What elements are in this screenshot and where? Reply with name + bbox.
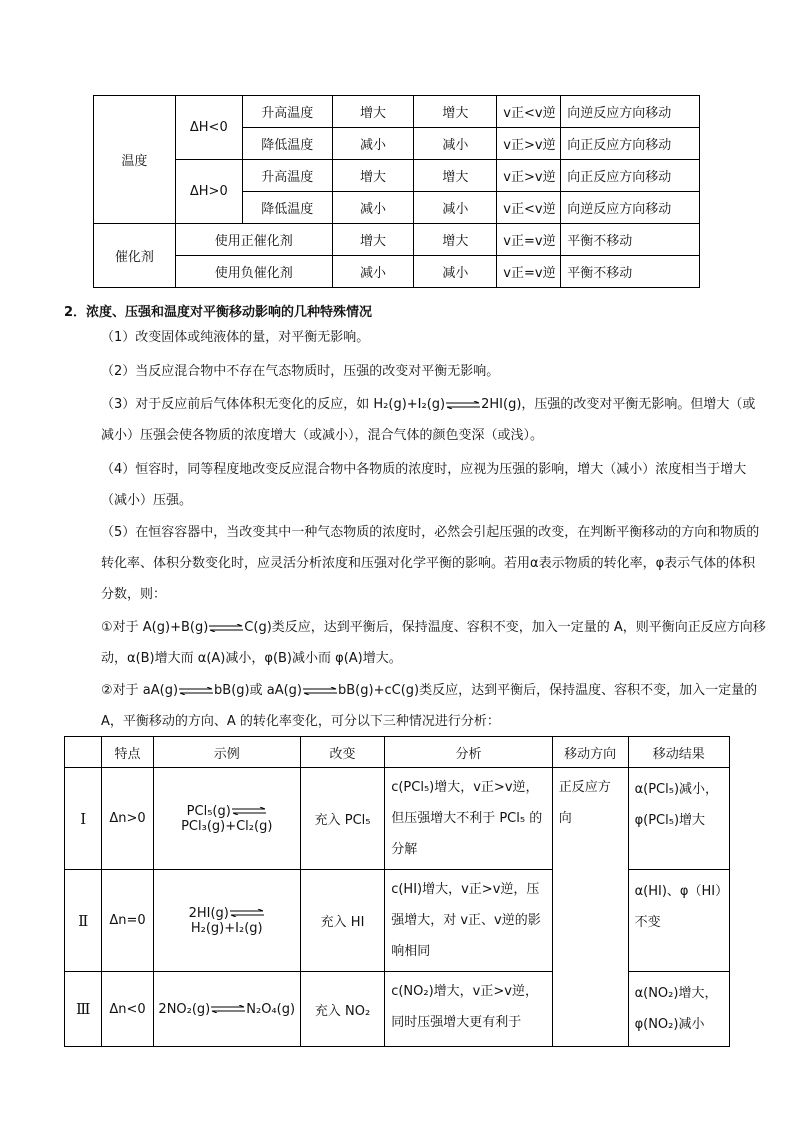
action-cell: 使用正催化剂: [175, 224, 332, 256]
example-left: 2NO₂(g): [158, 1001, 211, 1017]
rate-compare-cell: v正<v逆: [497, 96, 561, 128]
rate-change-cell: 增大: [414, 160, 497, 192]
header-cell: 示例: [153, 737, 300, 768]
equilibrium-arrow-icon: [209, 624, 243, 632]
analysis-cell: c(NO₂)增大，v正>v逆，同时压强增大更有利于: [385, 972, 553, 1047]
rate-change-cell: 减小: [414, 256, 497, 288]
action-cell: 降低温度: [242, 192, 332, 224]
equilibrium-arrow-icon: [230, 909, 264, 917]
table-header-row: [65, 737, 730, 768]
rate-compare-cell: v正>v逆: [497, 160, 561, 192]
rate-change-cell: 减小: [332, 192, 414, 224]
rate-change-cell: 增大: [414, 224, 497, 256]
paragraph-6-part-b: C(g)类反应，达到平衡后，保持温度、容积不变，加入一定量的 A，则平衡向正反应方向移动，α(B)增大而 α(A)减小，φ(B)减小而 φ(A)增大。: [101, 620, 766, 666]
paragraph-6: [64, 612, 767, 674]
paragraph-6-part-a: ①对于 A(g)+B(g): [101, 620, 209, 635]
table-row: [94, 96, 700, 128]
paragraph-7: [64, 675, 767, 737]
action-cell: 降低温度: [242, 128, 332, 160]
rate-change-cell: 增大: [332, 96, 414, 128]
paragraph-4: （4）恒容时，同等程度地改变反应混合物中各物质的浓度时，应视为压强的影响，增大（减小）浓度相当于增大（减小）压强。: [101, 462, 747, 508]
gas-concentration-analysis-table: [64, 736, 730, 1047]
shift-result-cell: 向正反应方向移动: [561, 160, 700, 192]
table-row: [65, 768, 730, 870]
paragraph-1: （1）改变固体或纯液体的量，对平衡无影响。: [101, 330, 370, 345]
example-cell: [153, 870, 300, 972]
shift-result-cell: 向正反应方向移动: [561, 128, 700, 160]
header-cell: 特点: [102, 737, 153, 768]
paragraph-3-part-b: 2HI(g)，压强的改变对平衡无影响。但增大（或减小）压强会使各物质的浓度增大（或减小），混合气体的颜色变深（或浅）。: [101, 397, 756, 443]
paragraph-7-part-b: bB(g)或 aA(g): [214, 683, 303, 698]
result-cell: α(NO₂)增大，φ(NO₂)减小: [628, 972, 729, 1047]
change-cell: 充入 PCl₅: [300, 768, 384, 870]
equilibrium-arrow-icon: [211, 1005, 245, 1013]
header-cell: 移动方向: [552, 737, 628, 768]
example-right: N₂O₄(g): [246, 1001, 296, 1017]
rate-compare-cell: v正>v逆: [497, 128, 561, 160]
action-cell: 升高温度: [242, 160, 332, 192]
rate-change-cell: 减小: [414, 192, 497, 224]
feature-cell: Δn=0: [102, 870, 153, 972]
paragraph-3: [64, 389, 767, 451]
result-cell: α(HI)、φ（HI）不变: [628, 870, 729, 972]
table-row: [94, 160, 700, 192]
feature-cell: Δn>0: [102, 768, 153, 870]
rate-change-cell: 增大: [414, 96, 497, 128]
enthalpy-cell: ΔH>0: [175, 160, 242, 224]
action-cell: 升高温度: [242, 96, 332, 128]
direction-cell: 正反应方向: [552, 768, 628, 1047]
paragraph-7-part-a: ②对于 aA(g): [101, 683, 179, 698]
paragraph-2: （2）当反应混合物中不存在气态物质时，压强的改变对平衡无影响。: [101, 364, 500, 379]
analysis-cell: c(HI)增大，v正>v逆，压强增大，对 v正、v逆的影响相同: [385, 870, 553, 972]
paragraph-7-part-c: bB(g)+cC(g)类反应，达到平衡后，保持温度、容积不变，加入一定量的 A，平衡移动的方向、A 的转化率变化，可分以下三种情况进行分析：: [101, 683, 758, 729]
row-number: Ⅰ: [65, 768, 102, 870]
example-cell: [153, 768, 300, 870]
example-left: PCl₅(g): [186, 803, 231, 819]
header-cell: 分析: [385, 737, 553, 768]
header-cell: 改变: [300, 737, 384, 768]
rate-change-cell: 减小: [332, 128, 414, 160]
shift-result-cell: 向逆反应方向移动: [561, 192, 700, 224]
equilibrium-arrow-icon: [179, 687, 213, 695]
result-cell: α(PCl₅)减小，φ(PCl₅)增大: [628, 768, 729, 870]
section-heading: 2．浓度、压强和温度对平衡移动影响的几种特殊情况: [64, 305, 373, 320]
header-cell: 移动结果: [628, 737, 729, 768]
paragraph-3-part-a: （3）对于反应前后气体体积无变化的反应，如 H₂(g)+I₂(g): [101, 397, 446, 412]
rate-compare-cell: v正=v逆: [497, 256, 561, 288]
change-cell: 充入 HI: [300, 870, 384, 972]
table-row: [94, 256, 700, 288]
row-number: Ⅱ: [65, 870, 102, 972]
shift-result-cell: 向逆反应方向移动: [561, 96, 700, 128]
example-left: 2HI(g): [188, 905, 229, 921]
equilibrium-arrow-icon: [303, 687, 337, 695]
example-right: PCl₃(g)+Cl₂(g): [181, 818, 273, 834]
analysis-cell: c(PCl₅)增大，v正>v逆，但压强增大不利于 PCl₅ 的分解: [385, 768, 553, 870]
paragraph-5: （5）在恒容容器中，当改变其中一种气态物质的浓度时，必然会引起压强的改变，在判断平衡移动的方向和物质的转化率、体积分数变化时，应灵活分析浓度和压强对化学平衡的影响。若用α表示物质的转化率，φ表示气体的体积分数，则：: [101, 525, 760, 602]
rate-change-cell: 减小: [332, 256, 414, 288]
action-cell: 使用负催化剂: [175, 256, 332, 288]
rate-change-cell: 增大: [332, 160, 414, 192]
table-row: [65, 972, 730, 1047]
table-row: [94, 224, 700, 256]
category-cell: 温度: [94, 96, 176, 224]
example-cell: [153, 972, 300, 1047]
rate-compare-cell: v正<v逆: [497, 192, 561, 224]
temperature-catalyst-table: [93, 95, 700, 288]
change-cell: 充入 NO₂: [300, 972, 384, 1047]
table-row: [65, 870, 730, 972]
shift-result-cell: 平衡不移动: [561, 224, 700, 256]
rate-compare-cell: v正=v逆: [497, 224, 561, 256]
equilibrium-arrow-icon: [232, 807, 266, 815]
header-cell: [65, 737, 102, 768]
rate-change-cell: 减小: [414, 128, 497, 160]
category-cell: 催化剂: [94, 224, 176, 288]
row-number: Ⅲ: [65, 972, 102, 1047]
rate-change-cell: 增大: [332, 224, 414, 256]
feature-cell: Δn<0: [102, 972, 153, 1047]
enthalpy-cell: ΔH<0: [175, 96, 242, 160]
equilibrium-arrow-icon: [446, 401, 480, 409]
example-right: H₂(g)+I₂(g): [190, 920, 263, 936]
shift-result-cell: 平衡不移动: [561, 256, 700, 288]
